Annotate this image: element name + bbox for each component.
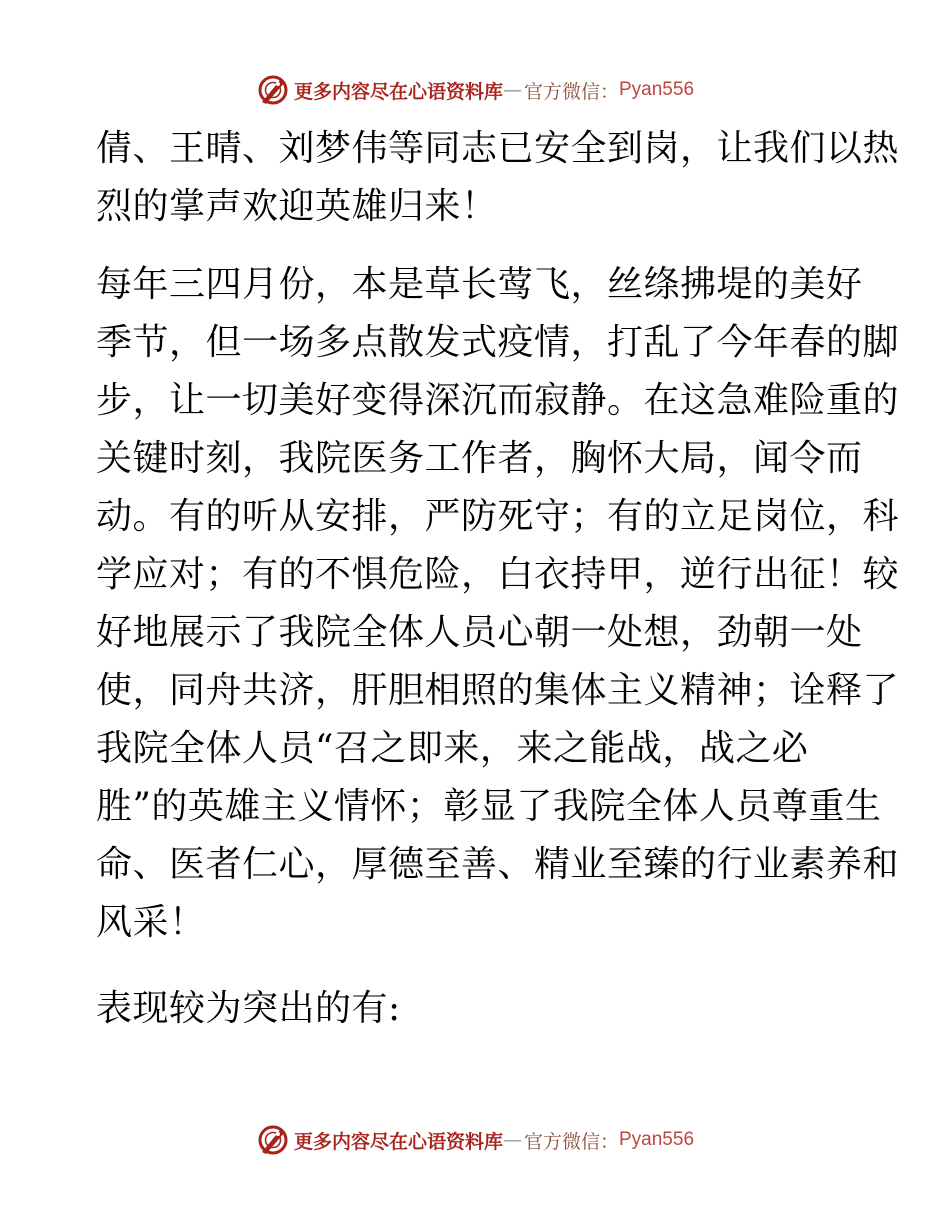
text-line: 胜”的英雄主义情怀；彰显了我院全体人员尊重生: [96, 786, 882, 827]
document-body: [96, 120, 900, 1038]
text-line: 每年三四月份，本是草长莺飞，丝绦拂堤的美好: [96, 264, 863, 305]
header-wechat-label: 官方微信：: [523, 80, 619, 103]
header-separator: —: [502, 79, 522, 101]
text-line: 表现较为突出的有:: [96, 988, 401, 1029]
header-promo-text: 更多内容尽在心语资料库: [293, 80, 503, 103]
text-line: 学应对；有的不惧危险，白衣持甲，逆行出征！较: [96, 554, 900, 595]
text-line: 我院全体人员“召之即来，来之能战，战之必: [96, 728, 809, 769]
quill-pen-logo-icon: [256, 1123, 290, 1157]
footer-promo-text: 更多内容尽在心语资料库: [293, 1130, 503, 1153]
text-line: 风采！: [96, 902, 206, 943]
header-wechat-id: Pyan556: [619, 79, 695, 100]
text-line: 步，让一切美好变得深沉而寂静。在这急难险重的: [96, 380, 900, 421]
text-line: 倩、王晴、刘梦伟等同志已安全到岗，让我们以热: [96, 128, 900, 169]
footer-wechat-id: Pyan556: [619, 1129, 695, 1150]
paragraph-gap: [96, 236, 856, 256]
text-line: 动。有的听从安排，严防死守；有的立足岗位，科: [96, 496, 900, 537]
text-line: 使，同舟共济，肝胆相照的集体主义精神；诠释了: [96, 670, 900, 711]
footer-wechat-label: 官方微信：: [523, 1130, 619, 1153]
text-line: 烈的掌声欢迎英雄归来！: [96, 186, 498, 227]
footer-separator: —: [502, 1129, 522, 1151]
paragraph: [96, 980, 856, 1038]
paragraph-gap: [96, 952, 856, 980]
text-line: 季节，但一场多点散发式疫情，打乱了今年春的脚: [96, 322, 900, 363]
header-watermark: [0, 70, 950, 110]
footer-watermark: [0, 1120, 950, 1160]
text-line: 关键时刻，我院医务工作者，胸怀大局，闻令而: [96, 438, 863, 479]
paragraph: [96, 256, 900, 952]
quill-pen-logo-icon: [256, 73, 290, 107]
text-line: 命、医者仁心，厚德至善、精业至臻的行业素养和: [96, 844, 900, 885]
paragraph: [96, 120, 900, 236]
text-line: 好地展示了我院全体人员心朝一处想，劲朝一处: [96, 612, 863, 653]
